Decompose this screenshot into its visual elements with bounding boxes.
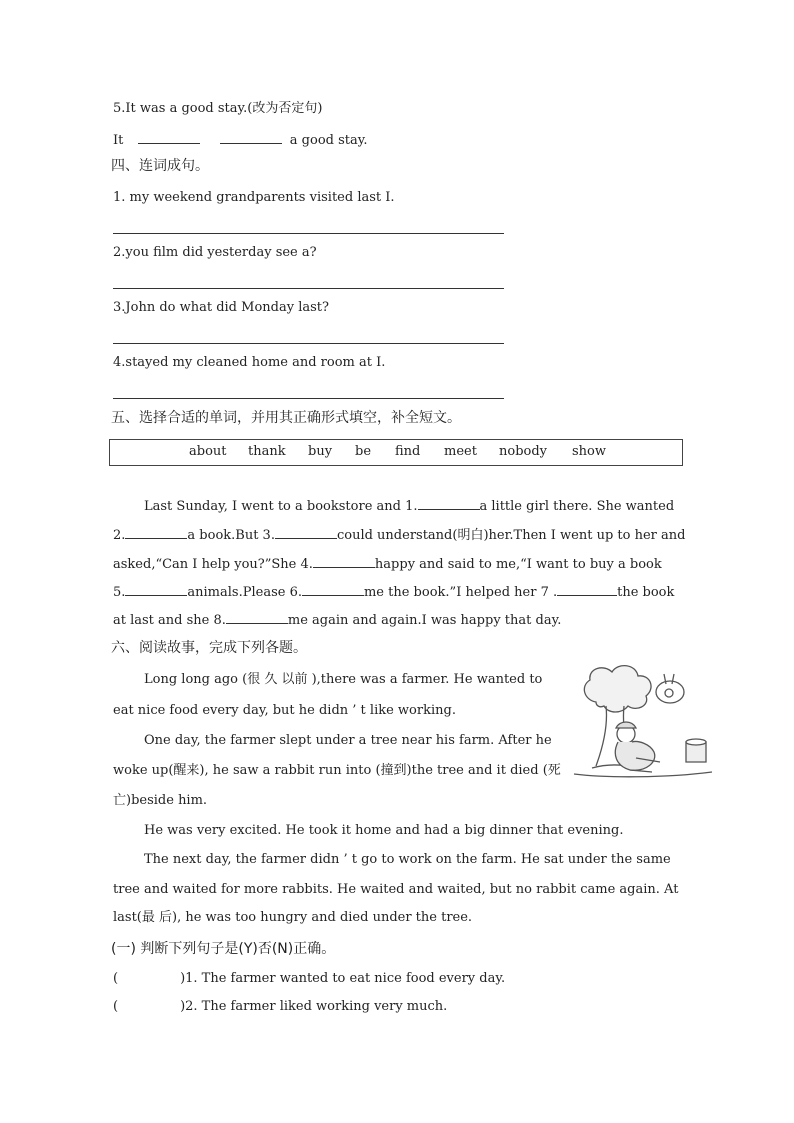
blank-5[interactable] [125, 584, 187, 596]
passage-text: could understand( [336, 528, 458, 543]
blank-4[interactable] [313, 556, 375, 568]
section6-heading: 六、阅读故事，完成下列各题。 [111, 640, 307, 656]
passage-text: me the book.”I helped her 7 . [363, 585, 558, 600]
word-nobody: nobody [499, 444, 548, 459]
passage-text: the book [617, 585, 675, 600]
passage-text: 5. [113, 585, 126, 600]
passage-text: animals.Please 6. [187, 585, 302, 600]
subsection-1-heading: (一) 判断下列句子是(Y)否(N)正确。 [111, 941, 336, 957]
passage-line-1 [144, 498, 674, 515]
passage-text: a book.But 3. [187, 528, 275, 543]
reorder-item-4: 4.stayed my cleaned home and room at I. [113, 355, 386, 370]
tf-text: )1. The farmer wanted to eat nice food every day. [180, 971, 506, 986]
q5-end: a good stay. [289, 133, 368, 148]
passage-text: at last and she 8. [113, 613, 226, 628]
farmer-tree-illustration [566, 662, 716, 787]
reorder-item-3: 3.John do what did Monday last? [113, 300, 329, 315]
word-be: be [355, 444, 372, 459]
passage-text: 2. [113, 528, 126, 543]
tf-paren: ( [113, 999, 119, 1014]
q5-answer-line [113, 132, 368, 149]
blank-6[interactable] [302, 584, 364, 596]
passage-text: me again and again.I was happy that day. [287, 613, 562, 628]
answer-line-3[interactable] [113, 343, 504, 344]
answer-line-4[interactable] [113, 398, 504, 399]
passage-text: Last Sunday, I went to a bookstore and 1. [144, 499, 418, 514]
passage-line-4 [113, 584, 674, 601]
passage-text: 明白 [457, 528, 484, 543]
q5-blank-1[interactable] [138, 132, 200, 144]
reorder-item-2: 2.you film did yesterday see a? [113, 245, 317, 260]
blank-7[interactable] [557, 584, 617, 596]
story-line: He was very excited. He took it home and had a big dinner that evening. [144, 823, 624, 838]
word-meet: meet [444, 444, 477, 459]
tf-item-1 [113, 971, 505, 987]
word-thank: thank [248, 444, 286, 459]
passage-line-5 [113, 612, 561, 629]
blank-2[interactable] [125, 527, 187, 539]
tf-paren: ( [113, 971, 119, 986]
word-about: about [189, 444, 227, 459]
q5-it: It [113, 133, 124, 148]
reorder-item-1: 1. my weekend grandparents visited last I. [113, 190, 395, 205]
section4-heading: 四、连词成句。 [111, 158, 209, 174]
passage-text: )her.Then I went up to her and [483, 528, 686, 543]
passage-text: happy and said to me,“I want to buy a book [374, 557, 662, 572]
blank-3[interactable] [275, 527, 337, 539]
blank-1[interactable] [418, 498, 480, 510]
word-show: show [572, 444, 606, 459]
q5-prompt: 5.It was a good stay.(改为否定句) [113, 101, 323, 116]
word-buy: buy [308, 444, 333, 459]
story-line: tree and waited for more rabbits. He waited and waited, but no rabbit came again. At [113, 882, 679, 897]
story-line: One day, the farmer slept under a tree near his farm. After he [144, 733, 552, 748]
tf-text: )2. The farmer liked working very much. [180, 999, 448, 1014]
word-bank [109, 439, 683, 466]
section5-heading: 五、选择合适的单词，并用其正确形式填空，补全短文。 [111, 410, 461, 426]
story-line: last(最 后), he was too hungry and died under the tree. [113, 910, 473, 925]
q5-blank-2[interactable] [220, 132, 282, 144]
story-line: eat nice food every day, but he didn ’ t like working. [113, 703, 456, 718]
passage-line-3 [113, 556, 662, 573]
blank-8[interactable] [226, 612, 288, 624]
story-line: The next day, the farmer didn ’ t go to work on the farm. He sat under the same [144, 852, 671, 867]
tf-item-2 [113, 999, 447, 1015]
story-line: 亡)beside him. [113, 793, 208, 808]
passage-line-2 [113, 527, 685, 544]
passage-text: a little girl there. She wanted [479, 499, 675, 514]
answer-line-1[interactable] [113, 233, 504, 234]
story-line: woke up(醒来), he saw a rabbit run into (撞到)the tree and it died (死 [113, 763, 561, 778]
answer-line-2[interactable] [113, 288, 504, 289]
word-find: find [395, 444, 421, 459]
story-line: Long long ago (很 久 以前 ),there was a farmer. He wanted to [144, 672, 543, 687]
passage-text: asked,“Can I help you?”She 4. [113, 557, 313, 572]
